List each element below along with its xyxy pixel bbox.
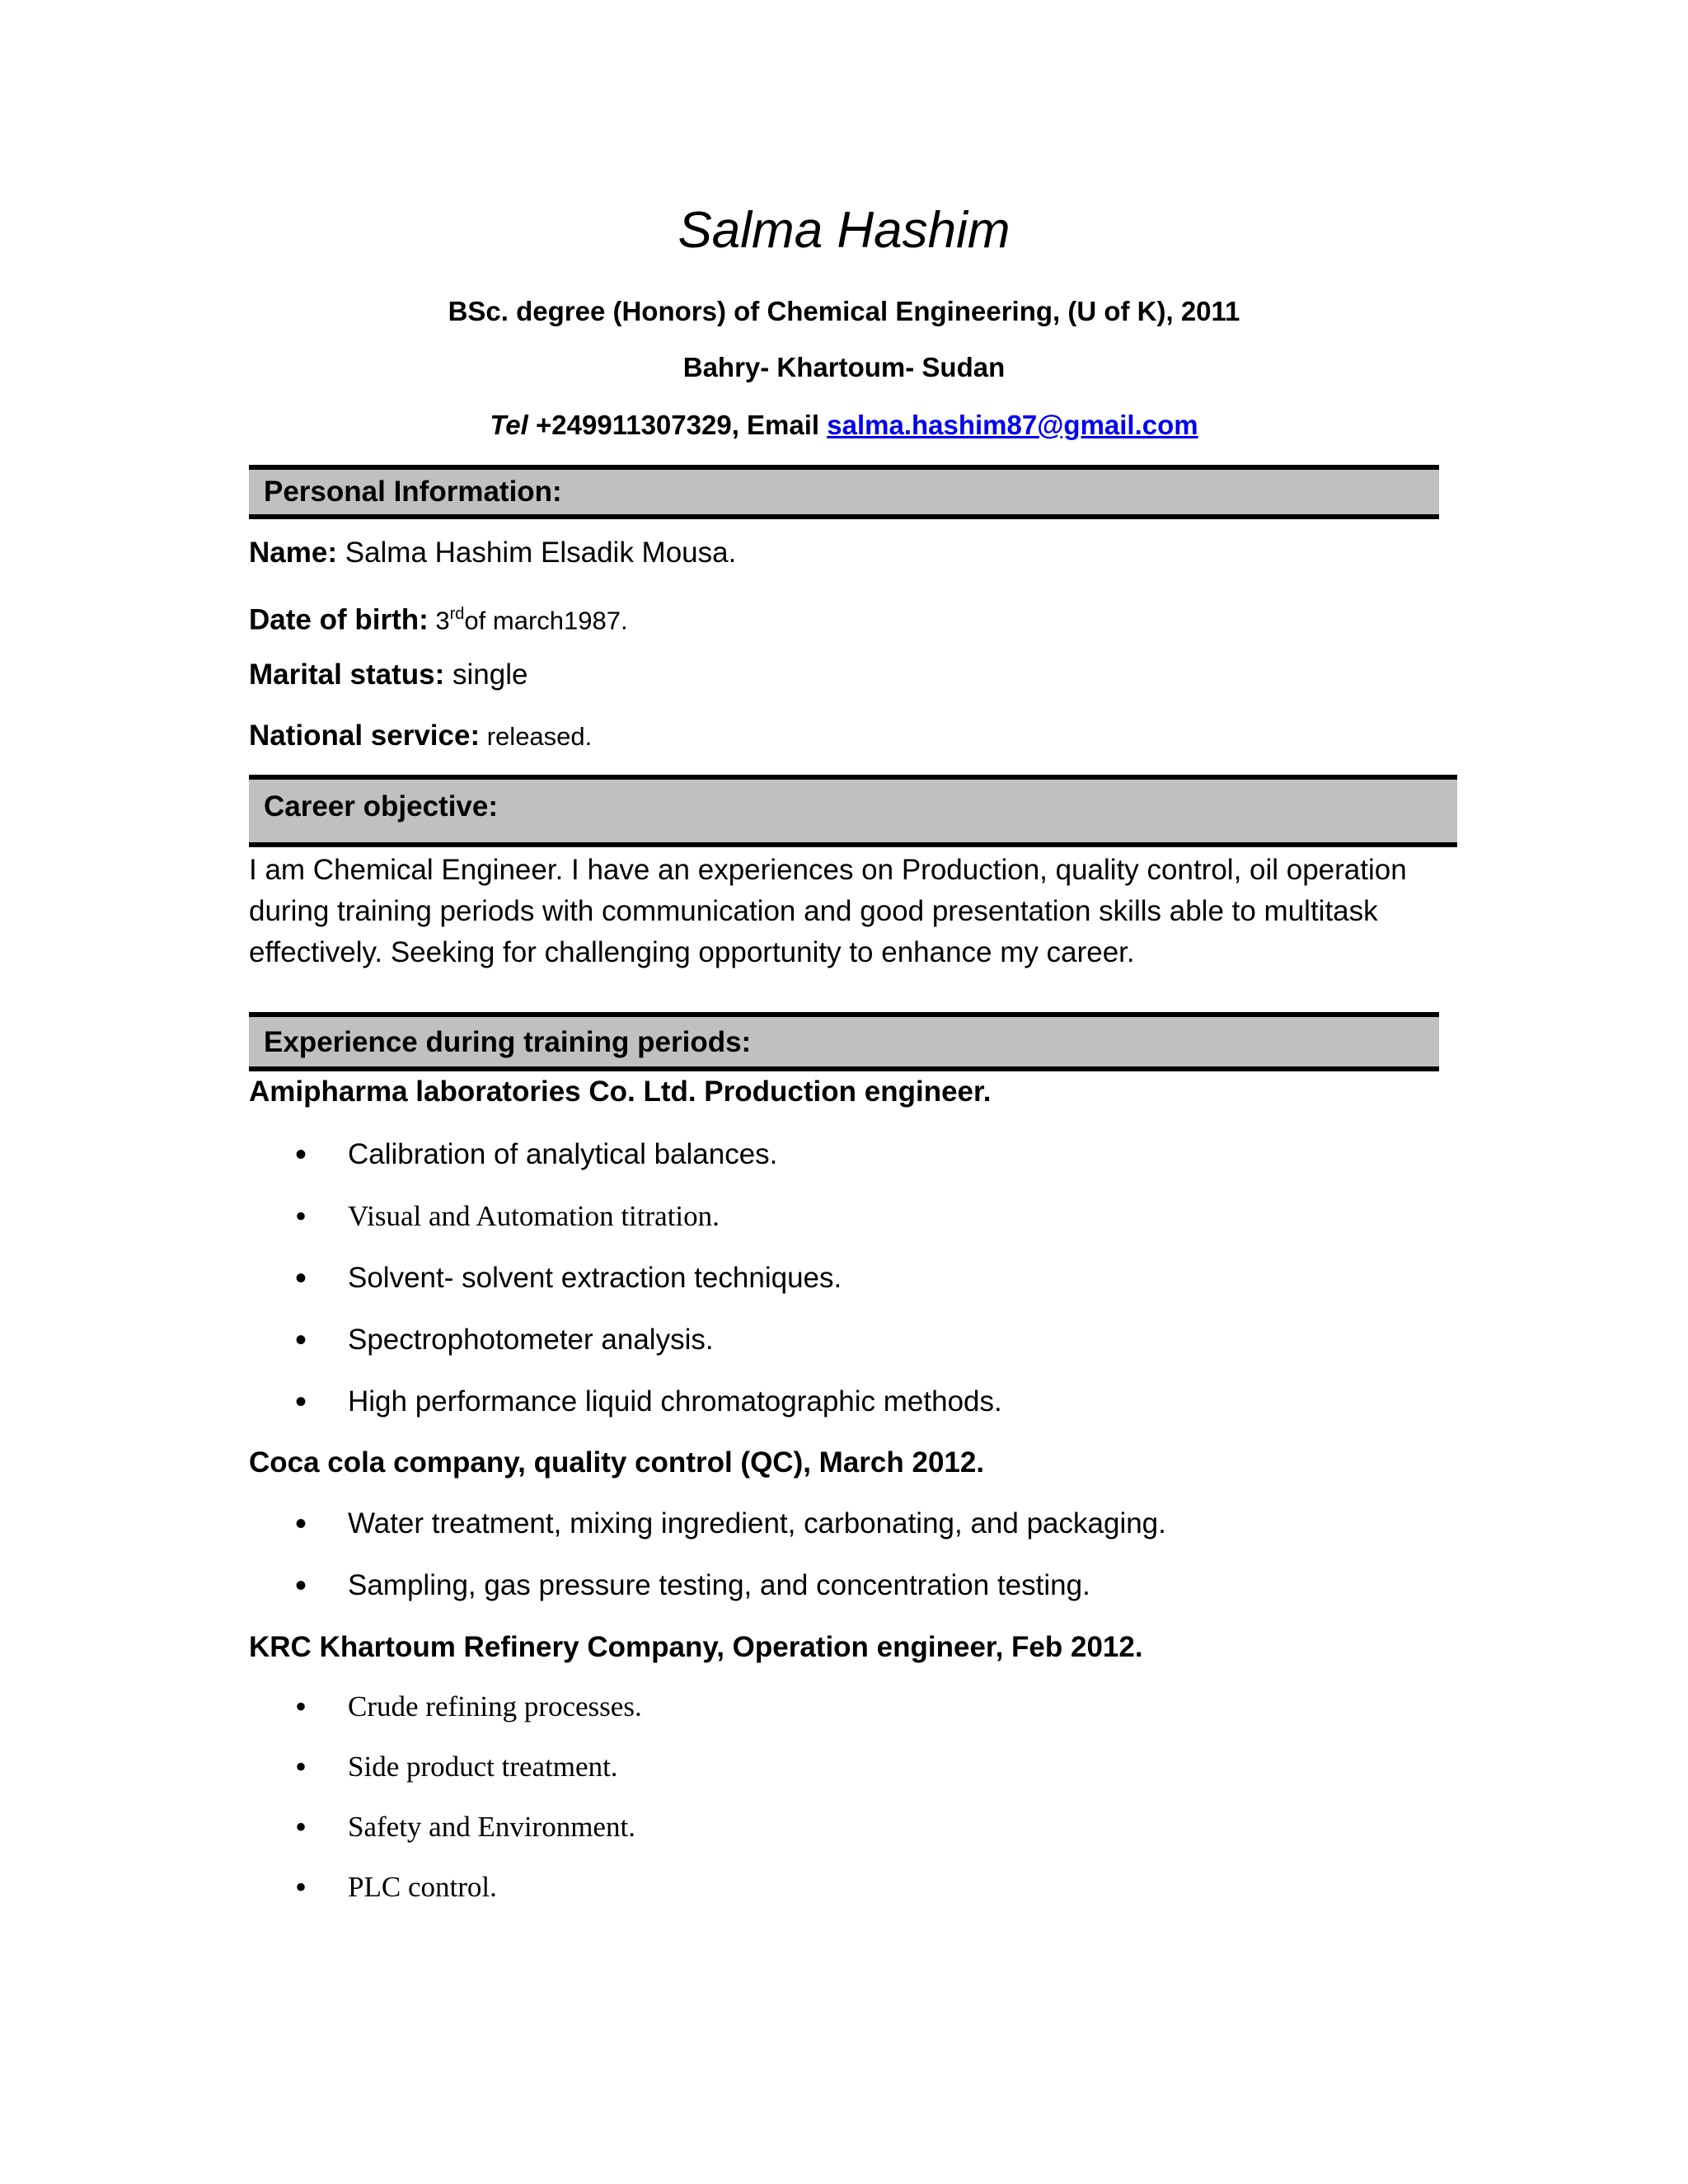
field-marital-status [249, 656, 528, 694]
degree-line: BSc. degree (Honors) of Chemical Engineering, (U of K), 2011 [448, 296, 1240, 326]
section-heading-career: Career objective: [249, 775, 1457, 847]
list-item: • Solvent- solvent extraction techniques. [249, 1259, 1002, 1321]
job-title: Amipharma laboratories Co. Ltd. Production engineer. [249, 1076, 992, 1108]
address-line: Bahry- Khartoum- Sudan [682, 352, 1006, 382]
contact-line [0, 407, 1688, 443]
list-item: • Visual and Automation titration. [249, 1197, 1002, 1259]
field-value: Salma Hashim Elsadik Mousa. [336, 537, 737, 569]
field-value: single [444, 658, 528, 691]
list-item: • Water treatment, mixing ingredient, carbonating, and packaging. [249, 1505, 1166, 1567]
job-duties-list [249, 1688, 642, 1929]
list-item: • Side product treatment. [249, 1748, 642, 1808]
job-title: KRC Khartoum Refinery Company, Operation engineer, Feb 2012. [249, 1631, 1143, 1663]
field-label: Date of birth: [249, 603, 429, 636]
list-item: • PLC control. [249, 1868, 642, 1929]
list-item: • High performance liquid chromatographic methods. [249, 1383, 1002, 1445]
field-value: released. [480, 722, 593, 751]
career-objective-text: I am Chemical Engineer. I have an experiences on Production, quality control, oil operation during training periods with communication and good presentation skills able to multitask effectively. Seeking for challenging opportunity to enhance my career. [249, 854, 1407, 968]
candidate-name: Salma Hashim [678, 202, 1010, 259]
section-heading-experience: Experience during training periods: [249, 1012, 1439, 1071]
field-label: National service: [249, 719, 481, 752]
list-item: • Spectrophotometer analysis. [249, 1321, 1002, 1383]
field-date-of-birth [249, 595, 628, 640]
field-value: 3 [428, 606, 450, 635]
list-item: • Safety and Environment. [249, 1808, 642, 1868]
list-item: • Sampling, gas pressure testing, and concentration testing. [249, 1567, 1166, 1629]
tel-label: Tel [490, 410, 528, 440]
field-label: Marital status: [249, 658, 445, 691]
job-duties-list [249, 1136, 1002, 1445]
list-item: • Calibration of analytical balances. [249, 1136, 1002, 1197]
field-value: of march1987. [464, 606, 628, 635]
field-name [249, 534, 736, 572]
email-link[interactable]: salma.hashim87@gmail.com [827, 410, 1198, 440]
ordinal-suffix: rd [449, 605, 465, 623]
field-national-service [249, 717, 592, 756]
field-label: Name: [249, 537, 337, 569]
section-heading-personal: Personal Information: [249, 465, 1439, 519]
tel-value: +249911307329, Email [528, 410, 828, 440]
job-duties-list [249, 1505, 1166, 1629]
job-title: Coca cola company, quality control (QC), March 2012. [249, 1446, 985, 1479]
list-item: • Crude refining processes. [249, 1688, 642, 1748]
